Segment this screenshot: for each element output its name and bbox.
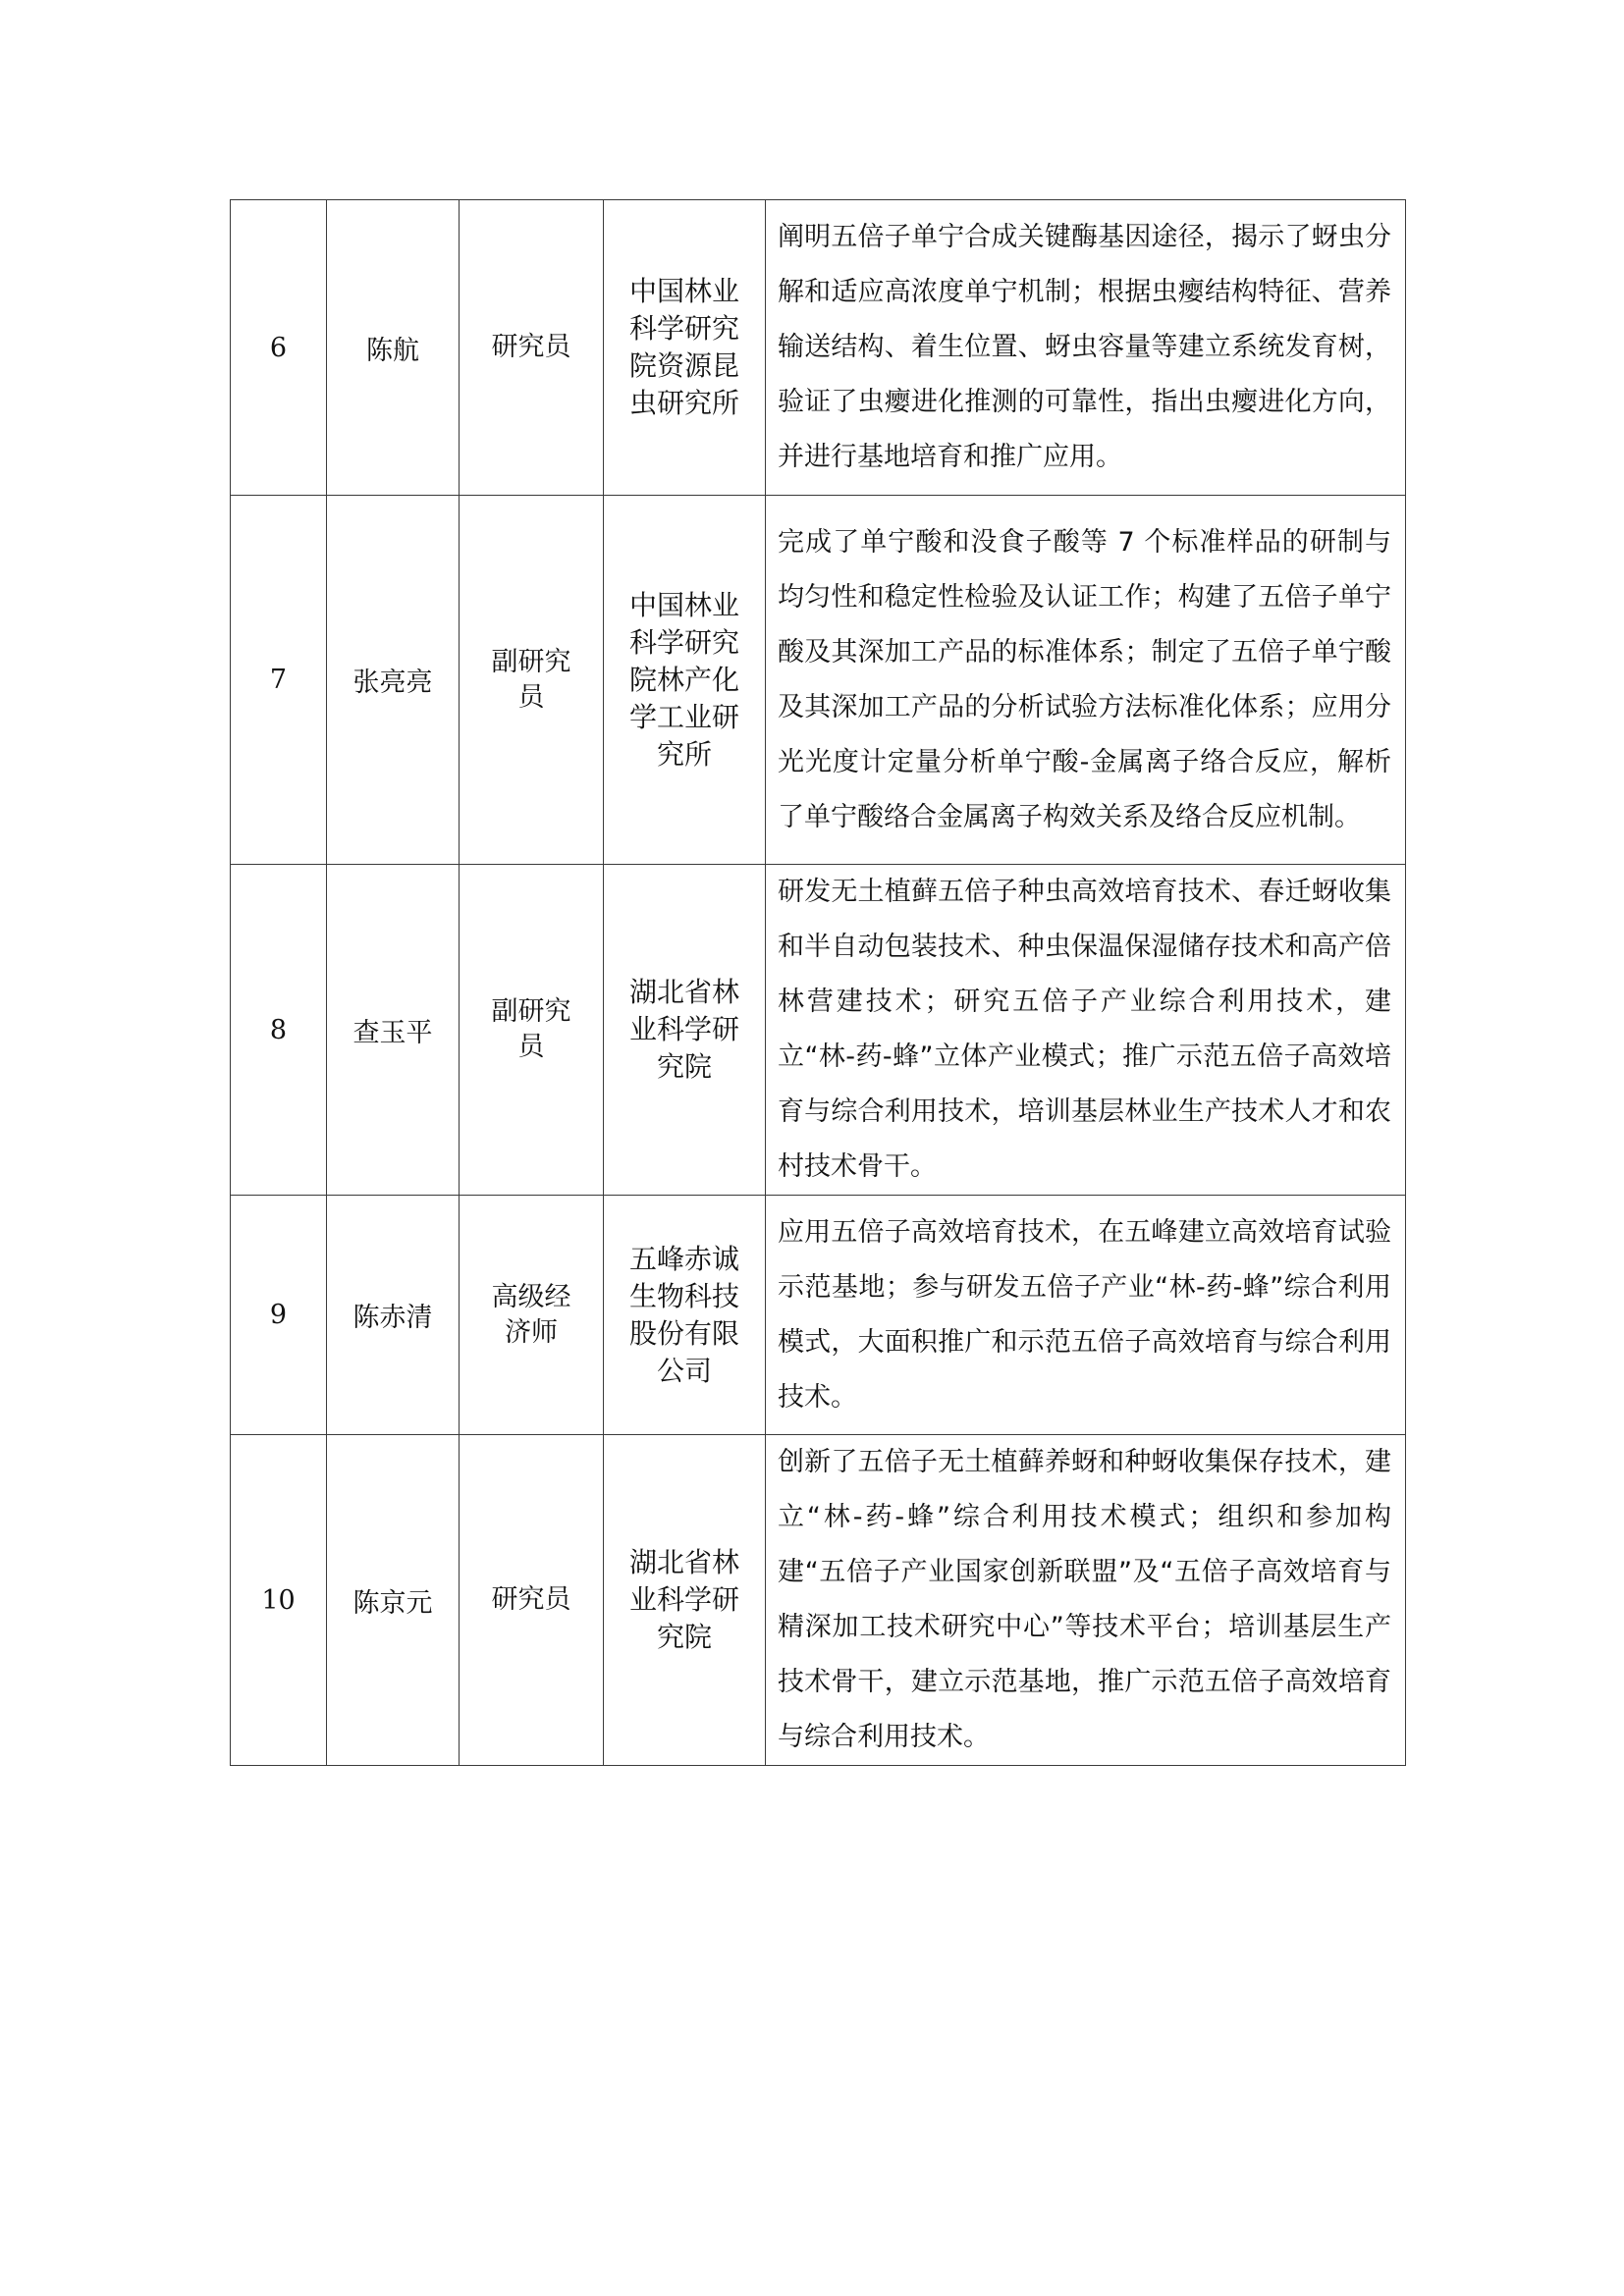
row-number: 6 (231, 200, 327, 496)
organization-text: 中国林业科学研究院林产化学工业研究所 (628, 588, 739, 771)
organization (604, 200, 766, 496)
contribution-text: 完成了单宁酸和没食子酸等 7 个标准样品的研制与均匀性和稳定性检验及认证工作；构建了五倍子单宁酸及其深加工产品的标准体系；制定了五倍子单宁酸及其深加工产品的分析试验方法标准化体系；应用分光光度计定量分析单宁酸-金属离子络合反应，解析了单宁酸络合金属离子构效关系及络合反应机制。 (778, 526, 1391, 832)
row-number: 8 (231, 865, 327, 1196)
organization-text: 五峰赤诚生物科技股份有限公司 (628, 1242, 739, 1387)
contribution (766, 200, 1406, 496)
job-title (460, 865, 604, 1196)
row-number: 10 (231, 1435, 327, 1766)
table-row (231, 1196, 1406, 1435)
job-title (460, 496, 604, 865)
job-title (460, 1196, 604, 1435)
job-title-text: 研究员 (491, 1584, 571, 1615)
table-row (231, 865, 1406, 1196)
row-number: 7 (231, 496, 327, 865)
contribution-text: 创新了五倍子无土植藓养蚜和种蚜收集保存技术，建立“林-药-蜂”综合利用技术模式；组织和参加构建“五倍子产业国家创新联盟”及“五倍子高效培育与精深加工技术研究中心”等技术平台；培训基层生产技术骨干，建立示范基地，推广示范五倍子高效培育与综合利用技术。 (778, 1447, 1391, 1752)
organization (604, 1435, 766, 1766)
job-title (460, 1435, 604, 1766)
job-title (460, 200, 604, 496)
table-row (231, 496, 1406, 865)
contribution (766, 865, 1406, 1196)
organization (604, 496, 766, 865)
organization (604, 865, 766, 1196)
contribution (766, 496, 1406, 865)
contribution-text: 应用五倍子高效培育技术，在五峰建立高效培育试验示范基地；参与研发五倍子产业“林-药-蜂”综合利用模式，大面积推广和示范五倍子高效培育与综合利用技术。 (778, 1216, 1391, 1413)
contribution (766, 1435, 1406, 1766)
person-name: 查玉平 (327, 865, 460, 1196)
person-name: 陈京元 (327, 1435, 460, 1766)
job-title-text: 研究员 (491, 332, 571, 362)
job-title-text: 副研究员 (491, 996, 571, 1062)
job-title-text: 副研究员 (491, 646, 571, 713)
row-number: 9 (231, 1196, 327, 1435)
organization-text: 中国林业科学研究院资源昆虫研究所 (628, 275, 739, 419)
table-row (231, 200, 1406, 496)
personnel-table (230, 199, 1406, 1766)
person-name: 陈赤清 (327, 1196, 460, 1435)
organization-text: 湖北省林业科学研究院 (628, 1546, 739, 1653)
contribution (766, 1196, 1406, 1435)
contribution-text: 阐明五倍子单宁合成关键酶基因途径，揭示了蚜虫分解和适应高浓度单宁机制；根据虫瘿结构特征、营养输送结构、着生位置、蚜虫容量等建立系统发育树，验证了虫瘿进化推测的可靠性，指出虫瘿进化方向，并进行基地培育和推广应用。 (778, 222, 1391, 472)
job-title-text: 高级经济师 (491, 1281, 571, 1348)
contribution-text: 研发无土植藓五倍子种虫高效培育技术、春迁蚜收集和半自动包装技术、种虫保温保湿储存技术和高产倍林营建技术；研究五倍子产业综合利用技术，建立“林-药-蜂”立体产业模式；推广示范五倍子高效培育与综合利用技术，培训基层林业生产技术人才和农村技术骨干。 (778, 877, 1391, 1182)
person-name: 陈航 (327, 200, 460, 496)
organization-text: 湖北省林业科学研究院 (628, 976, 739, 1083)
person-name: 张亮亮 (327, 496, 460, 865)
organization (604, 1196, 766, 1435)
table-row (231, 1435, 1406, 1766)
